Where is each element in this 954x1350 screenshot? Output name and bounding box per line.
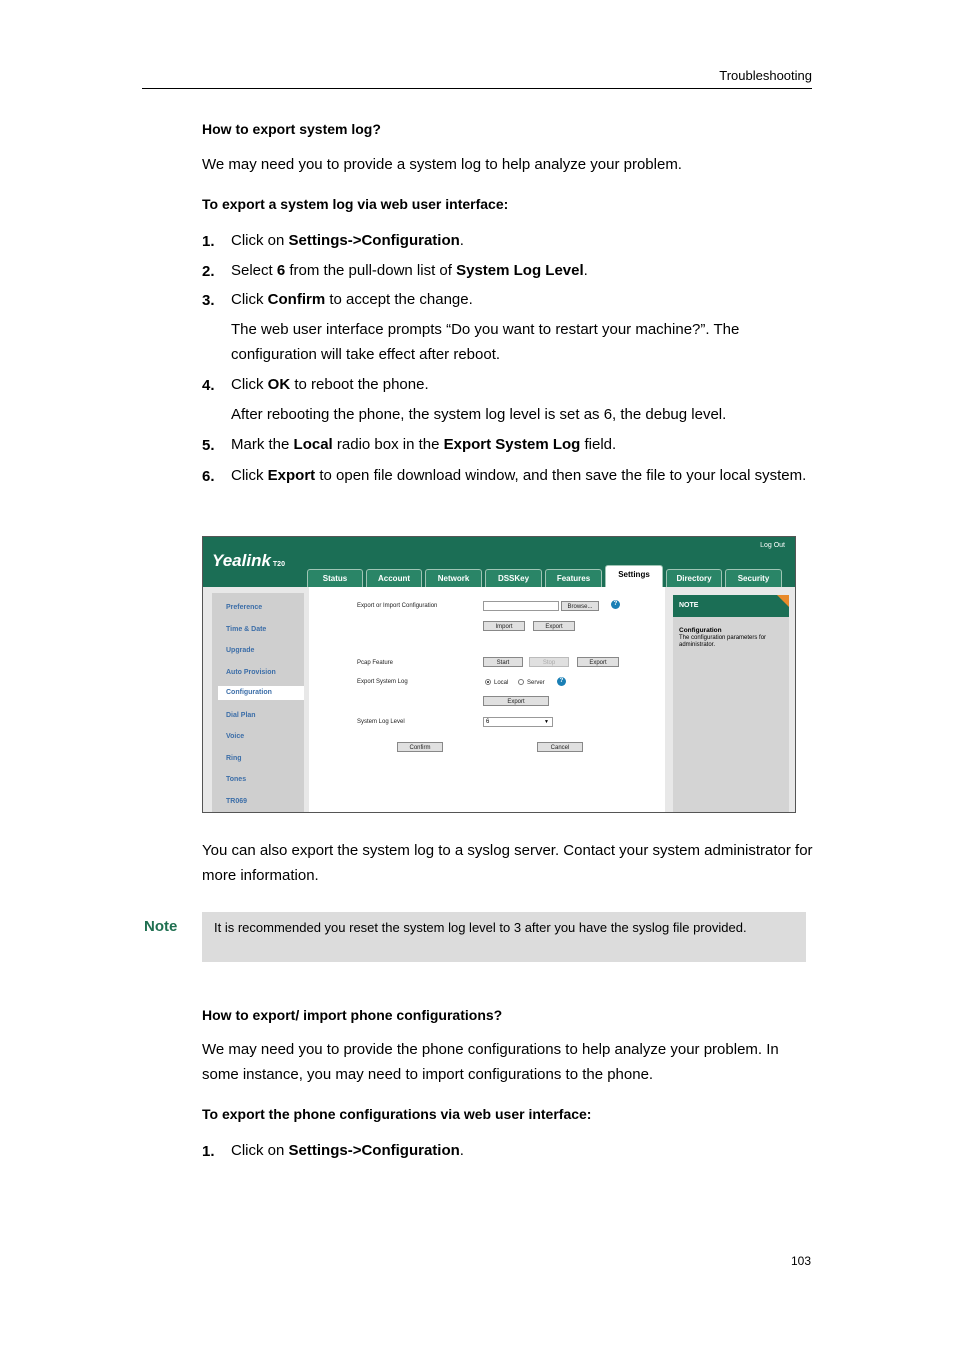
tab-settings[interactable]: Settings <box>605 565 663 587</box>
web-ui-note-panel <box>673 595 789 812</box>
sidebar-item-tr069[interactable]: TR069 <box>226 798 248 805</box>
sidebar-item-auto-provision[interactable]: Auto Provision <box>226 669 276 676</box>
step-2: Select 6 from the pull-down list of System Log Level. <box>231 262 588 279</box>
pcap-export-button[interactable]: Export <box>577 657 619 667</box>
step-number: 5. <box>202 437 215 454</box>
step-number: 3. <box>202 292 215 309</box>
step-number: 1. <box>202 1143 215 1160</box>
section2-step-1: Click on Settings->Configuration. <box>231 1142 464 1159</box>
web-ui-topbar <box>203 537 795 587</box>
help-icon[interactable]: ? <box>611 600 620 609</box>
tab-directory[interactable]: Directory <box>666 569 722 587</box>
export-log-button[interactable]: Export <box>483 696 549 706</box>
section2-intro: We may need you to provide the phone configurations to help analyze your problem. In some instance, you may need to import configurations to the phone. <box>202 1041 779 1083</box>
sidebar-item-preference[interactable]: Preference <box>226 604 263 611</box>
tab-network[interactable]: Network <box>425 569 482 587</box>
step-5: Mark the Local radio box in the Export System Log field. <box>231 436 617 453</box>
section1-after: You can also export the system log to a syslog server. Contact your system administrator for more information. <box>202 842 813 884</box>
config-file-input[interactable] <box>483 601 559 611</box>
sidebar-item-voice[interactable]: Voice <box>226 733 245 740</box>
browse-button[interactable]: Browse... <box>561 601 599 611</box>
note-text: It is recommended you reset the system log level to 3 after you have the syslog file provided. <box>214 920 747 935</box>
logout-link[interactable]: Log Out <box>760 542 785 549</box>
confirm-button[interactable]: Confirm <box>397 742 443 752</box>
step-number: 2. <box>202 263 215 280</box>
tab-features[interactable]: Features <box>545 569 602 587</box>
sidebar-item-tones[interactable]: Tones <box>226 776 247 783</box>
web-ui-sidebar <box>212 593 304 812</box>
web-ui-screenshot <box>202 536 796 813</box>
export-import-label: Export or Import Configuration <box>357 603 438 609</box>
note-box <box>202 912 806 962</box>
section1-intro: We may need you to provide a system log to help analyze your problem. <box>202 156 682 173</box>
step-number: 6. <box>202 468 215 485</box>
help-icon[interactable]: ? <box>557 677 566 686</box>
sidebar-item-upgrade[interactable]: Upgrade <box>226 647 255 654</box>
cancel-button[interactable]: Cancel <box>537 742 583 752</box>
tab-account[interactable]: Account <box>366 569 422 587</box>
server-radio-label: Server <box>527 680 545 686</box>
sidebar-item-dial-plan[interactable]: Dial Plan <box>226 712 256 719</box>
note-label: Note <box>144 918 178 935</box>
local-radio-label: Local <box>494 680 509 686</box>
page-number: 103 <box>790 1254 811 1268</box>
running-header <box>142 64 812 89</box>
note-panel-text: The configuration parameters for administrator. <box>679 635 767 648</box>
tab-status[interactable]: Status <box>307 569 363 587</box>
export-config-button[interactable]: Export <box>533 621 575 631</box>
section2-heading: How to export/ import phone configurations? <box>202 1007 503 1023</box>
step-6: Click Export to open file download window, and then save the file to your local system. <box>231 467 807 484</box>
local-radio[interactable] <box>485 679 491 685</box>
sidebar-item-configuration[interactable]: Configuration <box>218 686 304 700</box>
step-1: Click on Settings->Configuration. <box>231 232 464 249</box>
step-4: Click OK to reboot the phone. <box>231 376 429 393</box>
system-log-level-select[interactable]: 6 ▼ <box>483 717 553 727</box>
tab-dsskey[interactable]: DSSKey <box>485 569 542 587</box>
section2-subheading: To export the phone configurations via web user interface: <box>202 1106 592 1122</box>
web-ui-content <box>309 587 665 812</box>
system-log-level-label: System Log Level <box>357 719 405 725</box>
pcap-start-button[interactable]: Start <box>483 657 523 667</box>
sidebar-item-ring[interactable]: Ring <box>226 755 242 762</box>
note-panel-header: NOTE <box>673 595 789 617</box>
note-panel-title: Configuration <box>679 627 722 634</box>
import-button[interactable]: Import <box>483 621 525 631</box>
pcap-stop-button[interactable]: Stop <box>529 657 569 667</box>
pcap-label: Pcap Feature <box>357 660 394 666</box>
tab-security[interactable]: Security <box>725 569 782 587</box>
yealink-logo: Yealink T20 <box>212 551 285 570</box>
header-section-title: Troubleshooting <box>719 68 812 83</box>
server-radio[interactable] <box>518 679 524 685</box>
step-number: 1. <box>202 233 215 250</box>
export-system-log-label: Export System Log <box>357 679 408 685</box>
section1-heading: How to export system log? <box>202 121 381 137</box>
section1-subheading: To export a system log via web user interface: <box>202 196 509 212</box>
step-number: 4. <box>202 377 215 394</box>
step-3: Click Confirm to accept the change. <box>231 291 473 308</box>
step-3-note: The web user interface prompts “Do you want to restart your machine?”. The configuration will take effect after reboot. <box>231 321 740 363</box>
step-4-note: After rebooting the phone, the system log level is set as 6, the debug level. <box>231 406 727 423</box>
sidebar-item-time-date[interactable]: Time & Date <box>226 626 267 633</box>
